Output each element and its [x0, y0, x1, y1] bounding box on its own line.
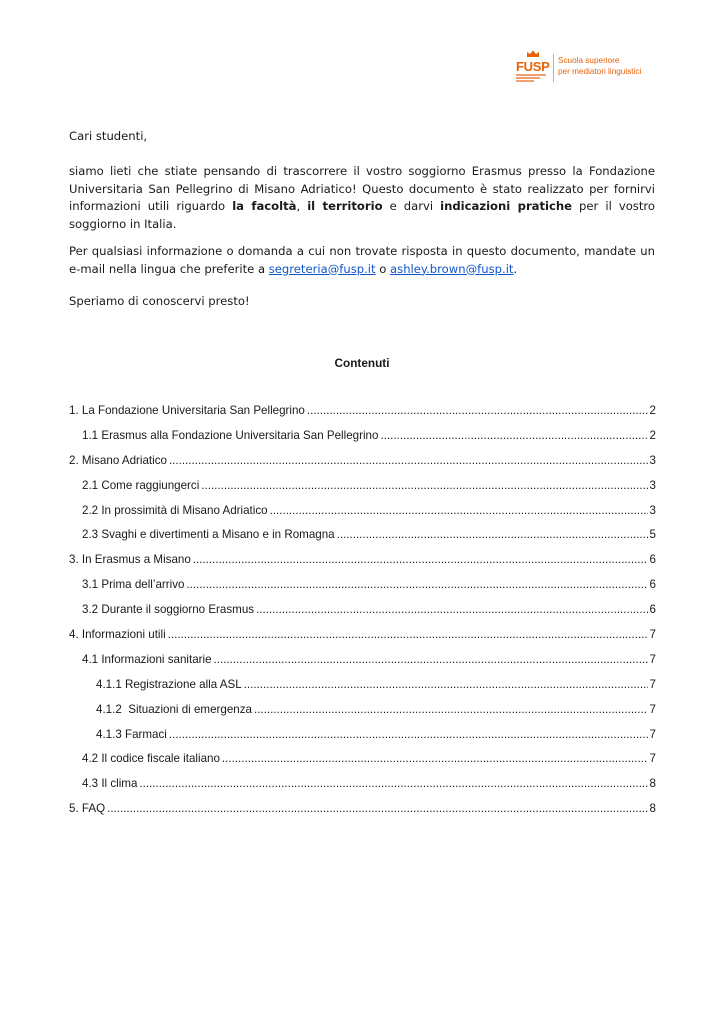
intro-paragraph [69, 163, 655, 233]
toc-label: 4.1.1 Registrazione alla ASL [96, 677, 242, 691]
toc-page: 3 [649, 478, 656, 492]
closing: Speriamo di conoscervi presto! [69, 294, 250, 308]
toc-entry[interactable] [69, 777, 656, 802]
toc-leader [244, 678, 648, 691]
toc-label: 4.1.3 Farmaci [96, 727, 167, 741]
toc-page: 7 [649, 727, 656, 741]
toc-page: 3 [649, 453, 656, 467]
intro-separator: , [296, 199, 308, 213]
email-link-ashley[interactable]: ashley.brown@fusp.it [390, 261, 514, 276]
toc-page: 6 [649, 578, 656, 592]
toc-entry[interactable] [69, 553, 656, 578]
toc-entry[interactable] [69, 404, 656, 429]
toc-leader [380, 429, 647, 442]
toc-entry[interactable] [69, 678, 656, 703]
toc-leader [270, 504, 648, 517]
toc-entry[interactable] [69, 429, 656, 454]
toc-leader [307, 404, 648, 417]
toc-entry[interactable] [69, 454, 656, 479]
toc-leader [169, 728, 648, 741]
toc-leader [139, 777, 647, 790]
toc-entry[interactable] [69, 628, 656, 653]
toc-leader [222, 752, 648, 765]
toc-label: 4.1.2 Situazioni di emergenza [96, 702, 252, 716]
toc-label: 1.1 Erasmus alla Fondazione Universitaria San Pellegrino [82, 428, 379, 442]
toc-entry[interactable] [69, 802, 656, 827]
logo-tagline-lines [516, 74, 550, 82]
toc-label: 3.1 Prima dell’arrivo [82, 578, 185, 592]
toc-page: 6 [649, 603, 656, 617]
toc-leader [256, 603, 647, 616]
toc-page: 5 [649, 528, 656, 542]
toc-entry[interactable] [69, 603, 656, 628]
logo-text [558, 56, 641, 77]
toc-leader [254, 703, 648, 716]
contact-or: o [375, 261, 391, 276]
toc-page: 7 [649, 752, 656, 766]
toc-label: 3. In Erasmus a Misano [69, 553, 191, 567]
intro-bold-practical: indicazioni pratiche [440, 199, 572, 213]
intro-end: per il vostro soggiorno in Italia. [69, 199, 655, 231]
toc-label: 2.2 In prossimità di Misano Adriatico [82, 503, 268, 517]
toc-leader [201, 479, 647, 492]
fusp-logo [516, 50, 646, 86]
email-link-segreteria[interactable]: segreteria@fusp.it [268, 261, 376, 276]
toc-page: 7 [649, 628, 656, 642]
intro-bold-faculty: la facoltà [232, 199, 297, 213]
toc-leader [214, 653, 648, 666]
toc-page: 8 [649, 777, 656, 791]
toc-entry[interactable] [69, 653, 656, 678]
toc-entry[interactable] [69, 479, 656, 504]
toc-page: 2 [649, 404, 656, 417]
crown-icon [526, 50, 540, 58]
logo-line-2: per mediatori linguistici [558, 66, 642, 76]
toc-label: 5. FAQ [69, 802, 106, 816]
toc-title: Contenuti [334, 356, 390, 370]
toc-label: 4.2 Il codice fiscale italiano [82, 752, 220, 766]
intro-text: siamo lieti che stiate pensando di trascorrere il vostro soggiorno Erasmus presso la Fondazione Universitaria San Pellegrino di Misano Adriatico! Questo documento è stato realizzato per fornirvi informazioni utili riguardo [69, 164, 655, 213]
contact-text: Per qualsiasi informazione o domanda a cui non trovate risposta in questo documento, mandate un e-mail nella lingua che preferite a [69, 244, 655, 276]
toc-page: 3 [649, 503, 656, 517]
toc-leader [169, 454, 648, 467]
contact-end: . [513, 261, 518, 276]
intro-bold-territory: il territorio [307, 199, 383, 213]
toc-leader [186, 578, 647, 591]
toc-label: 3.2 Durante il soggiorno Erasmus [82, 603, 255, 617]
toc-label: 4.3 Il clima [82, 777, 138, 791]
toc-page: 7 [649, 652, 656, 666]
toc-page: 8 [649, 802, 656, 816]
toc-leader [107, 802, 647, 815]
logo-line-1: Scuola superiore [558, 56, 620, 65]
toc-label: 4. Informazioni utili [69, 628, 166, 642]
toc-entry[interactable] [69, 504, 656, 529]
toc-label: 1. La Fondazione Universitaria San Pellegrino [69, 404, 305, 417]
toc-label: 4.1 Informazioni sanitarie [82, 652, 212, 666]
toc-entry[interactable] [69, 703, 656, 728]
toc-label: 2.3 Svaghi e divertimenti a Misano e in Romagna [82, 528, 335, 542]
toc-entry[interactable] [69, 752, 656, 777]
logo-wordmark: FUSP [516, 59, 550, 74]
toc-leader [337, 528, 648, 541]
toc-label: 2.1 Come raggiungerci [82, 478, 200, 492]
toc-leader [168, 628, 648, 641]
toc-entry[interactable] [69, 728, 656, 753]
greeting: Cari studenti, [69, 129, 148, 143]
contact-paragraph [69, 243, 655, 278]
toc-page: 6 [649, 553, 656, 567]
toc-page: 7 [649, 677, 656, 691]
toc-entry[interactable] [69, 528, 656, 553]
toc-page: 2 [649, 428, 656, 442]
toc-entry[interactable] [69, 578, 656, 603]
table-of-contents [69, 404, 656, 827]
toc-label: 2. Misano Adriatico [69, 453, 167, 467]
toc-page: 7 [649, 702, 656, 716]
logo-divider [553, 54, 554, 82]
toc-leader [193, 553, 648, 566]
logo-emblem [516, 50, 550, 84]
intro-mid: e darvi [382, 199, 441, 213]
